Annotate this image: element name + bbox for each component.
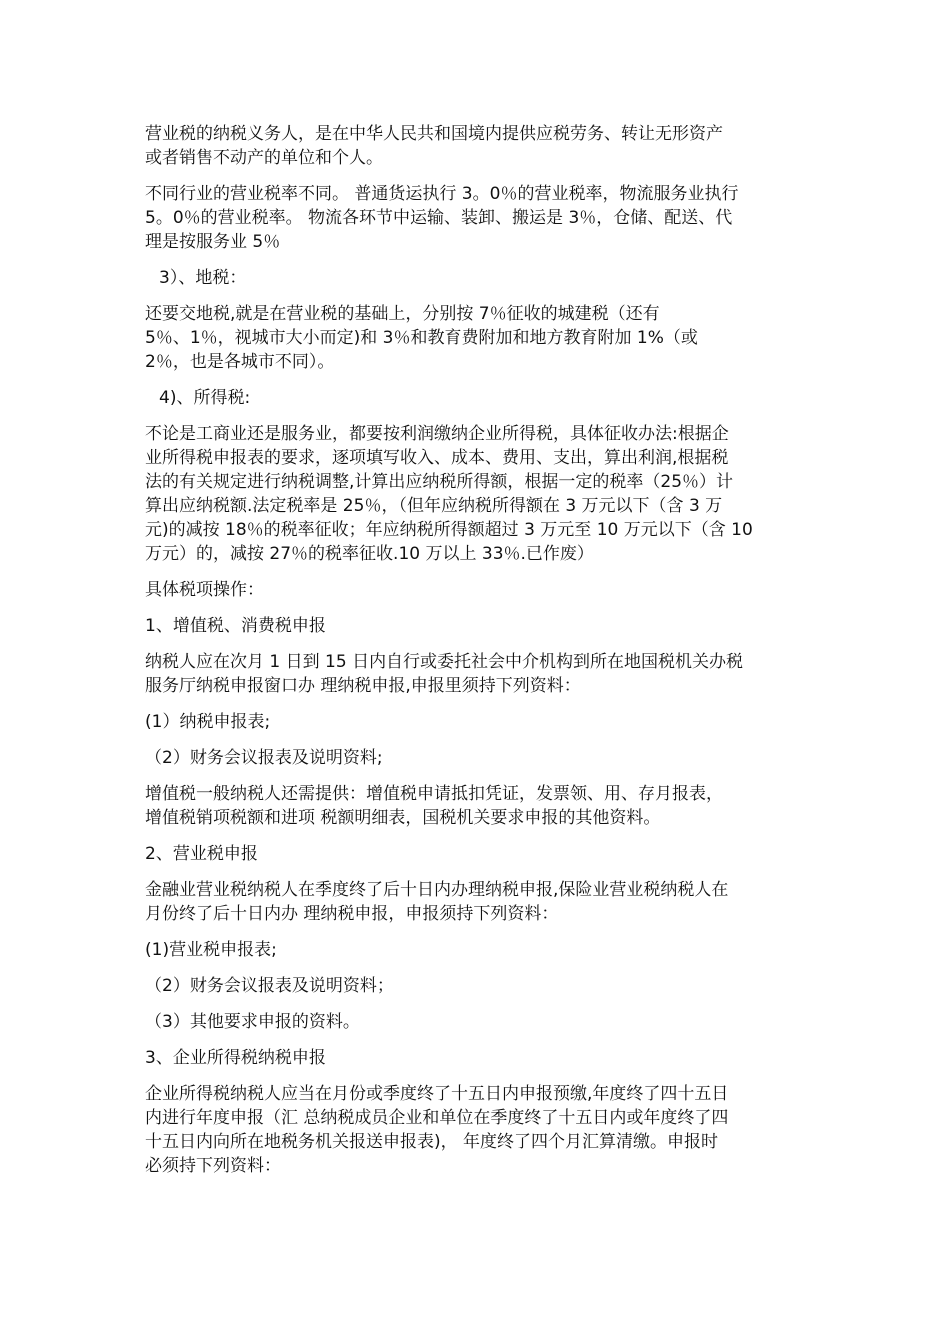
text-line: 业所得税申报表的要求，逐项填写收入、成本、费用、支出，算出利润,根据税 — [145, 448, 729, 468]
text-line: 理是按服务业 5％ — [145, 232, 281, 252]
text-line: 算出应纳税额.法定税率是 25％，（但年应纳税所得额在 3 万元以下（含 3 万 — [145, 496, 723, 516]
paragraph-business-tax-payer — [145, 122, 810, 170]
text-line: 增值税一般纳税人还需提供：增值税申请抵扣凭证，发票领、用、存月报表， — [145, 784, 723, 804]
text-line: 金融业营业税纳税人在季度终了后十日内办理纳税申报,保险业营业税纳税人在 — [145, 880, 729, 900]
text-line: 企业所得税纳税人应当在月份或季度终了十五日内申报预缴,年度终了四十五日 — [145, 1084, 729, 1104]
text-line: 服务厅纳税申报窗口办 理纳税申报,申报里须持下列资料： — [145, 676, 581, 696]
text-line: 不同行业的营业税率不同。 普通货运执行 3。0％的营业税率，物流服务业执行 — [145, 184, 739, 204]
text-line: 具体税项操作： — [145, 580, 264, 600]
text-line: 3）、地税： — [159, 268, 247, 288]
heading-income-tax — [145, 386, 810, 410]
text-line: 2、营业税申报 — [145, 844, 258, 864]
text-line: 或者销售不动产的单位和个人。 — [145, 148, 383, 168]
text-line: 3、企业所得税纳税申报 — [145, 1048, 326, 1068]
list-item — [145, 938, 810, 962]
text-line: 营业税的纳税义务人，是在中华人民共和国境内提供应税劳务、转让无形资产 — [145, 124, 723, 144]
text-line: 元)的减按 18％的税率征收；年应纳税所得额超过 3 万元至 10 万元以下（含 10 — [145, 520, 753, 540]
paragraph-business-tax-filing — [145, 878, 810, 926]
text-line: （2）财务会议报表及说明资料； — [145, 976, 394, 996]
text-line: 增值税销项税额和进项 税额明细表，国税机关要求申报的其他资料。 — [145, 808, 661, 828]
text-line: (1)营业税申报表; — [145, 940, 277, 960]
text-line: 月份终了后十日内办 理纳税申报，申报须持下列资料： — [145, 904, 559, 924]
text-line: 不论是工商业还是服务业，都要按利润缴纳企业所得税，具体征收办法:根据企 — [145, 424, 729, 444]
list-item — [145, 974, 810, 998]
list-item — [145, 1010, 810, 1034]
paragraph-income-tax — [145, 422, 810, 566]
text-line: 十五日内向所在地税务机关报送申报表)， 年度终了四个月汇算清缴。申报时 — [145, 1132, 719, 1152]
text-line: 还要交地税,就是在营业税的基础上，分别按 7％征收的城建税（还有 — [145, 304, 660, 324]
text-line: 4)、所得税: — [159, 388, 251, 408]
paragraph-local-tax — [145, 302, 810, 374]
text-line: （2）财务会议报表及说明资料; — [145, 748, 383, 768]
text-line: （3）其他要求申报的资料。 — [145, 1012, 360, 1032]
paragraph-vat-general-taxpayer — [145, 782, 810, 830]
text-line: 万元）的，减按 27％的税率征收.10 万以上 33％.已作废） — [145, 544, 594, 564]
heading-tax-operations — [145, 578, 810, 602]
paragraph-vat-filing — [145, 650, 810, 698]
text-line: 1、增值税、消费税申报 — [145, 616, 326, 636]
document-body — [145, 122, 810, 1190]
heading-income-tax-filing — [145, 1046, 810, 1070]
text-line: 5％、1％，视城市大小而定)和 3％和教育费附加和地方教育附加 1%（或 — [145, 328, 698, 348]
list-item — [145, 710, 810, 734]
heading-business-tax-filing — [145, 842, 810, 866]
text-line: 内进行年度申报（汇 总纳税成员企业和单位在季度终了十五日内或年度终了四 — [145, 1108, 729, 1128]
text-line: 法的有关规定进行纳税调整,计算出应纳税所得额，根据一定的税率（25％）计 — [145, 472, 734, 492]
text-line: 2％，也是各城市不同）。 — [145, 352, 335, 372]
text-line: 纳税人应在次月 1 日到 15 日内自行或委托社会中介机构到所在地国税机关办税 — [145, 652, 744, 672]
heading-vat-filing — [145, 614, 810, 638]
text-line: (1）纳税申报表; — [145, 712, 271, 732]
text-line: 必须持下列资料： — [145, 1156, 281, 1176]
list-item — [145, 746, 810, 770]
text-line: 5。0％的营业税率。 物流各环节中运输、装卸、搬运是 3％，仓储、配送、代 — [145, 208, 733, 228]
paragraph-income-tax-filing — [145, 1082, 810, 1178]
paragraph-business-tax-rates — [145, 182, 810, 254]
heading-local-tax — [145, 266, 810, 290]
